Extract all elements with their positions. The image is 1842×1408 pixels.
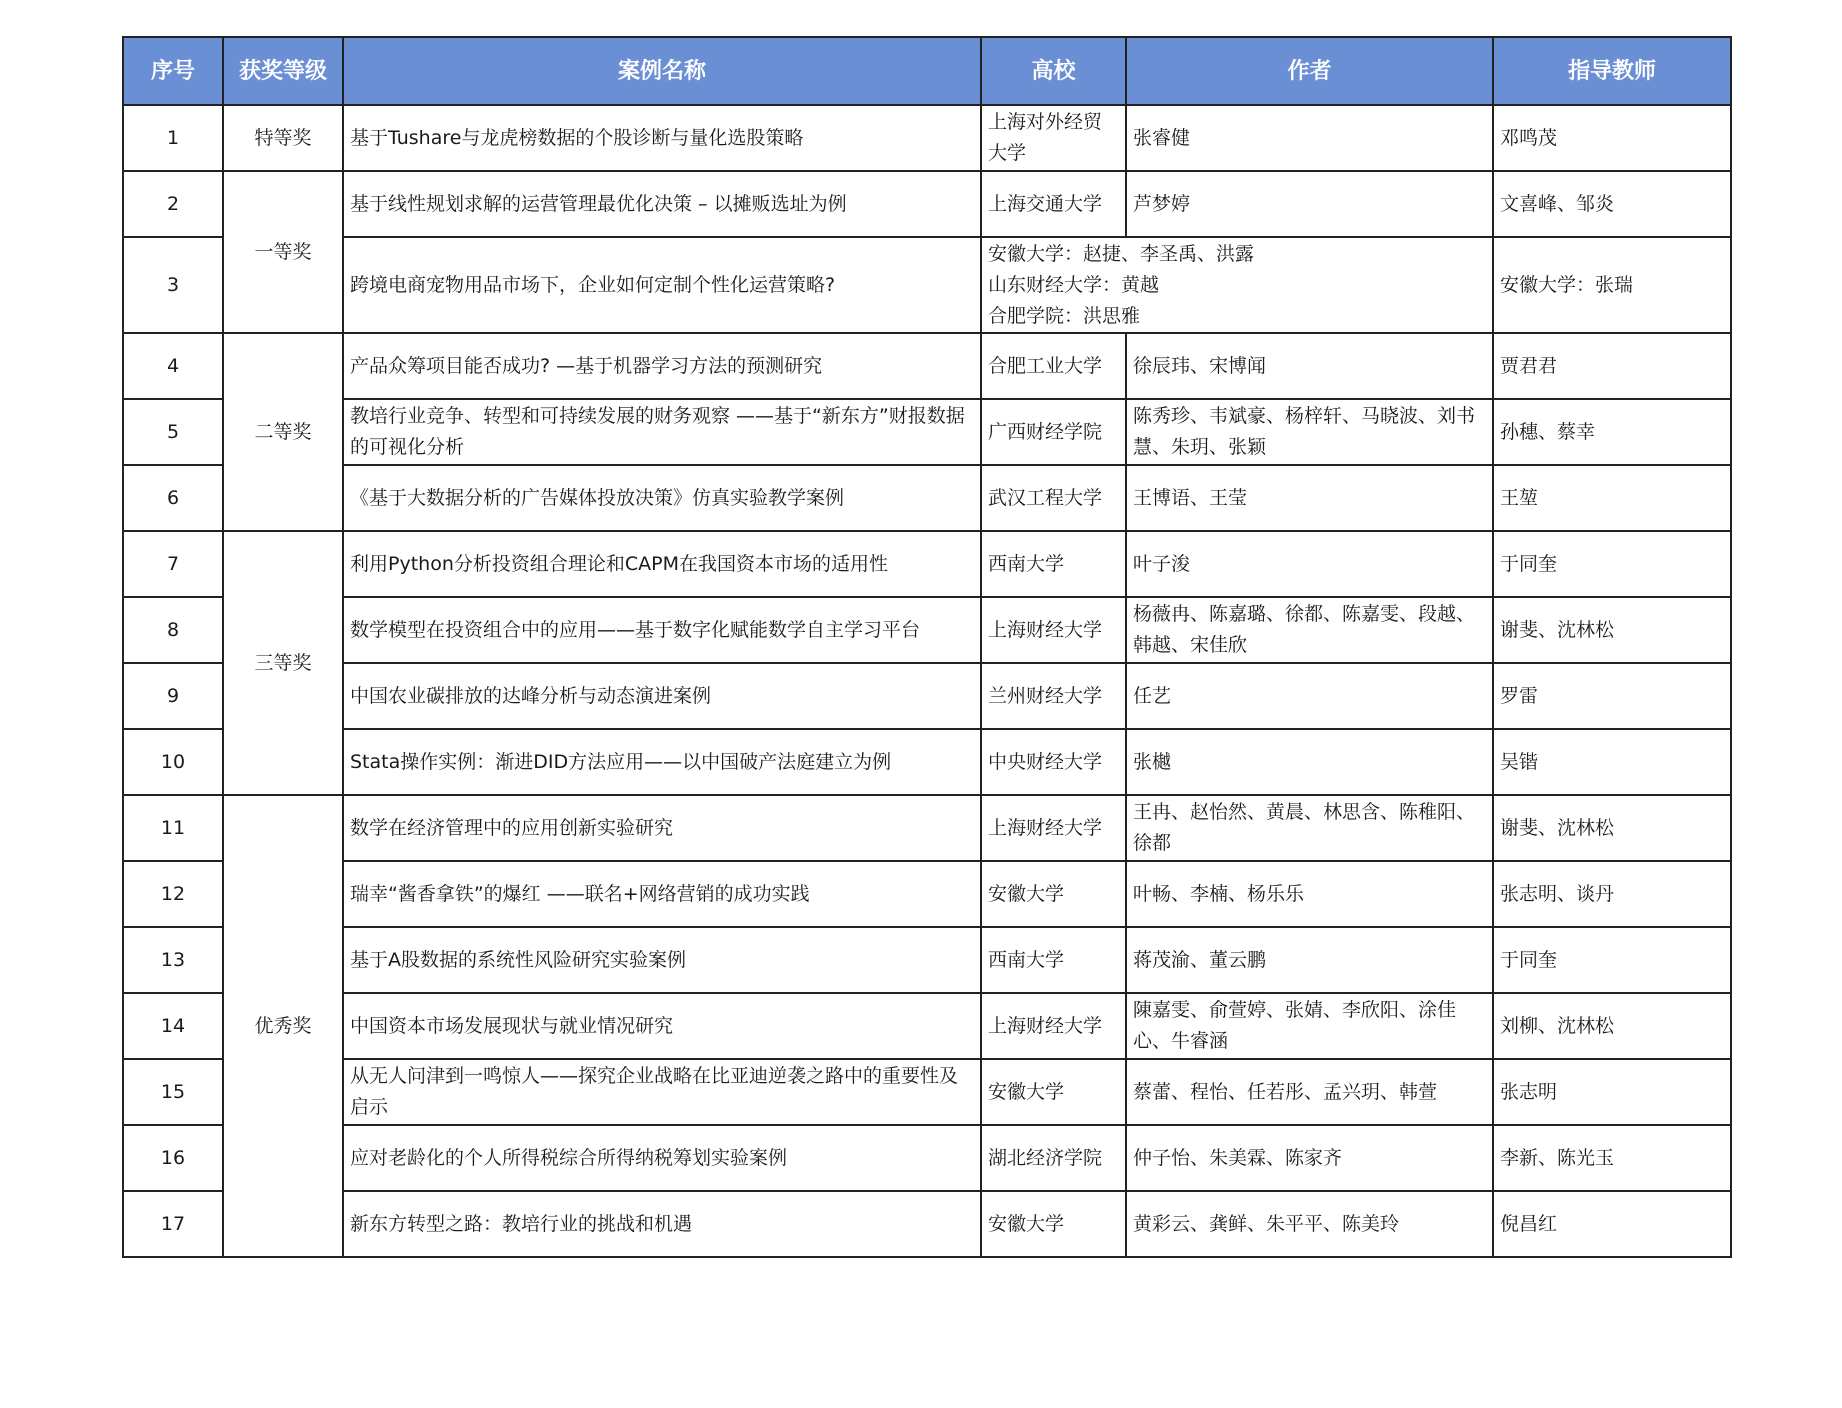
school: 上海对外经贸大学 bbox=[981, 105, 1126, 171]
table-row bbox=[123, 1191, 1731, 1257]
school: 湖北经济学院 bbox=[981, 1125, 1126, 1191]
school: 上海财经大学 bbox=[981, 993, 1126, 1059]
advisor: 张志明、谈丹 bbox=[1493, 861, 1731, 927]
advisor: 文喜峰、邹炎 bbox=[1493, 171, 1731, 237]
case-title: Stata操作实例：渐进DID方法应用——以中国破产法庭建立为例 bbox=[343, 729, 981, 795]
authors: 叶畅、李楠、杨乐乐 bbox=[1126, 861, 1493, 927]
school: 兰州财经大学 bbox=[981, 663, 1126, 729]
school: 武汉工程大学 bbox=[981, 465, 1126, 531]
table-row bbox=[123, 399, 1731, 465]
authors: 叶子浚 bbox=[1126, 531, 1493, 597]
authors: 张樾 bbox=[1126, 729, 1493, 795]
header-school: 高校 bbox=[981, 37, 1126, 105]
authors: 徐辰玮、宋博闻 bbox=[1126, 333, 1493, 399]
advisor: 罗雷 bbox=[1493, 663, 1731, 729]
advisor: 贾君君 bbox=[1493, 333, 1731, 399]
authors: 任艺 bbox=[1126, 663, 1493, 729]
awards-sheet bbox=[122, 36, 1732, 1258]
header-row bbox=[123, 37, 1731, 105]
advisor: 吴锴 bbox=[1493, 729, 1731, 795]
school: 安徽大学 bbox=[981, 1191, 1126, 1257]
authors: 仲子怡、朱美霖、陈家齐 bbox=[1126, 1125, 1493, 1191]
case-title: 数学在经济管理中的应用创新实验研究 bbox=[343, 795, 981, 861]
school-author-line: 合肥学院：洪思雅 bbox=[988, 304, 1141, 327]
row-number: 10 bbox=[123, 729, 223, 795]
table-row bbox=[123, 1125, 1731, 1191]
award-level-special: 特等奖 bbox=[223, 105, 343, 171]
row-number: 4 bbox=[123, 333, 223, 399]
header-case: 案例名称 bbox=[343, 37, 981, 105]
table-row bbox=[123, 237, 1731, 333]
authors: 王博语、王莹 bbox=[1126, 465, 1493, 531]
table-row bbox=[123, 1059, 1731, 1125]
authors: 蒋茂渝、董云鹏 bbox=[1126, 927, 1493, 993]
row-number: 14 bbox=[123, 993, 223, 1059]
table-row bbox=[123, 333, 1731, 399]
authors: 黄彩云、龚鲜、朱平平、陈美玲 bbox=[1126, 1191, 1493, 1257]
school-and-authors bbox=[981, 237, 1493, 333]
advisor: 谢斐、沈林松 bbox=[1493, 597, 1731, 663]
table-row bbox=[123, 795, 1731, 861]
advisor: 倪昌红 bbox=[1493, 1191, 1731, 1257]
school: 上海交通大学 bbox=[981, 171, 1126, 237]
advisor: 谢斐、沈林松 bbox=[1493, 795, 1731, 861]
advisor: 邓鸣茂 bbox=[1493, 105, 1731, 171]
header-award: 获奖等级 bbox=[223, 37, 343, 105]
case-title: 瑞幸“酱香拿铁”的爆红 ——联名+网络营销的成功实践 bbox=[343, 861, 981, 927]
case-title: 产品众筹项目能否成功? —基于机器学习方法的预测研究 bbox=[343, 333, 981, 399]
header-seq: 序号 bbox=[123, 37, 223, 105]
case-title: 《基于大数据分析的广告媒体投放决策》仿真实验教学案例 bbox=[343, 465, 981, 531]
row-number: 12 bbox=[123, 861, 223, 927]
table-row bbox=[123, 531, 1731, 597]
table-row bbox=[123, 663, 1731, 729]
header-authors: 作者 bbox=[1126, 37, 1493, 105]
row-number: 6 bbox=[123, 465, 223, 531]
authors: 陳嘉雯、俞萱婷、张婧、李欣阳、涂佳心、牛睿涵 bbox=[1126, 993, 1493, 1059]
case-title: 基于A股数据的系统性风险研究实验案例 bbox=[343, 927, 981, 993]
authors: 陈秀珍、韦斌豪、杨梓轩、马晓波、刘书慧、朱玥、张颖 bbox=[1126, 399, 1493, 465]
school: 上海财经大学 bbox=[981, 597, 1126, 663]
row-number: 17 bbox=[123, 1191, 223, 1257]
case-title: 教培行业竞争、转型和可持续发展的财务观察 ——基于“新东方”财报数据的可视化分析 bbox=[343, 399, 981, 465]
school: 西南大学 bbox=[981, 531, 1126, 597]
case-title: 跨境电商宠物用品市场下，企业如何定制个性化运营策略? bbox=[343, 237, 981, 333]
row-number: 13 bbox=[123, 927, 223, 993]
header-advisor: 指导教师 bbox=[1493, 37, 1731, 105]
advisor: 孙穗、蔡幸 bbox=[1493, 399, 1731, 465]
authors: 芦梦婷 bbox=[1126, 171, 1493, 237]
table-row bbox=[123, 105, 1731, 171]
advisor: 李新、陈光玉 bbox=[1493, 1125, 1731, 1191]
row-number: 3 bbox=[123, 237, 223, 333]
advisor: 刘柳、沈林松 bbox=[1493, 993, 1731, 1059]
row-number: 16 bbox=[123, 1125, 223, 1191]
awards-table bbox=[122, 36, 1732, 1258]
advisor: 安徽大学：张瑞 bbox=[1493, 237, 1731, 333]
row-number: 15 bbox=[123, 1059, 223, 1125]
row-number: 8 bbox=[123, 597, 223, 663]
table-row bbox=[123, 597, 1731, 663]
award-level-second: 二等奖 bbox=[223, 333, 343, 531]
case-title: 新东方转型之路：教培行业的挑战和机遇 bbox=[343, 1191, 981, 1257]
school: 西南大学 bbox=[981, 927, 1126, 993]
table-row bbox=[123, 993, 1731, 1059]
table-row bbox=[123, 729, 1731, 795]
school: 上海财经大学 bbox=[981, 795, 1126, 861]
table-row bbox=[123, 171, 1731, 237]
award-level-excellent: 优秀奖 bbox=[223, 795, 343, 1257]
row-number: 9 bbox=[123, 663, 223, 729]
authors: 张睿健 bbox=[1126, 105, 1493, 171]
case-title: 中国资本市场发展现状与就业情况研究 bbox=[343, 993, 981, 1059]
authors: 杨薇冉、陈嘉璐、徐都、陈嘉雯、段越、韩越、宋佳欣 bbox=[1126, 597, 1493, 663]
authors: 王冉、赵怡然、黄晨、林思含、陈稚阳、徐都 bbox=[1126, 795, 1493, 861]
school-author-line: 安徽大学：赵捷、李圣禹、洪露 bbox=[988, 242, 1255, 265]
table-row bbox=[123, 465, 1731, 531]
school: 安徽大学 bbox=[981, 861, 1126, 927]
school: 中央财经大学 bbox=[981, 729, 1126, 795]
table-row bbox=[123, 927, 1731, 993]
case-title: 数学模型在投资组合中的应用——基于数字化赋能数学自主学习平台 bbox=[343, 597, 981, 663]
row-number: 11 bbox=[123, 795, 223, 861]
case-title: 中国农业碳排放的达峰分析与动态演进案例 bbox=[343, 663, 981, 729]
row-number: 5 bbox=[123, 399, 223, 465]
advisor: 王堃 bbox=[1493, 465, 1731, 531]
school: 广西财经学院 bbox=[981, 399, 1126, 465]
advisor: 于同奎 bbox=[1493, 927, 1731, 993]
award-level-third: 三等奖 bbox=[223, 531, 343, 795]
case-title: 利用Python分析投资组合理论和CAPM在我国资本市场的适用性 bbox=[343, 531, 981, 597]
row-number: 2 bbox=[123, 171, 223, 237]
authors: 蔡蕾、程怡、任若彤、孟兴玥、韩萱 bbox=[1126, 1059, 1493, 1125]
case-title: 基于Tushare与龙虎榜数据的个股诊断与量化选股策略 bbox=[343, 105, 981, 171]
table-row bbox=[123, 861, 1731, 927]
school: 安徽大学 bbox=[981, 1059, 1126, 1125]
case-title: 基于线性规划求解的运营管理最优化决策 – 以摊贩选址为例 bbox=[343, 171, 981, 237]
row-number: 7 bbox=[123, 531, 223, 597]
school: 合肥工业大学 bbox=[981, 333, 1126, 399]
row-number: 1 bbox=[123, 105, 223, 171]
case-title: 从无人问津到一鸣惊人——探究企业战略在比亚迪逆袭之路中的重要性及启示 bbox=[343, 1059, 981, 1125]
advisor: 于同奎 bbox=[1493, 531, 1731, 597]
school-author-line: 山东财经大学：黄越 bbox=[988, 273, 1160, 296]
award-level-first: 一等奖 bbox=[223, 171, 343, 333]
case-title: 应对老龄化的个人所得税综合所得纳税筹划实验案例 bbox=[343, 1125, 981, 1191]
advisor: 张志明 bbox=[1493, 1059, 1731, 1125]
